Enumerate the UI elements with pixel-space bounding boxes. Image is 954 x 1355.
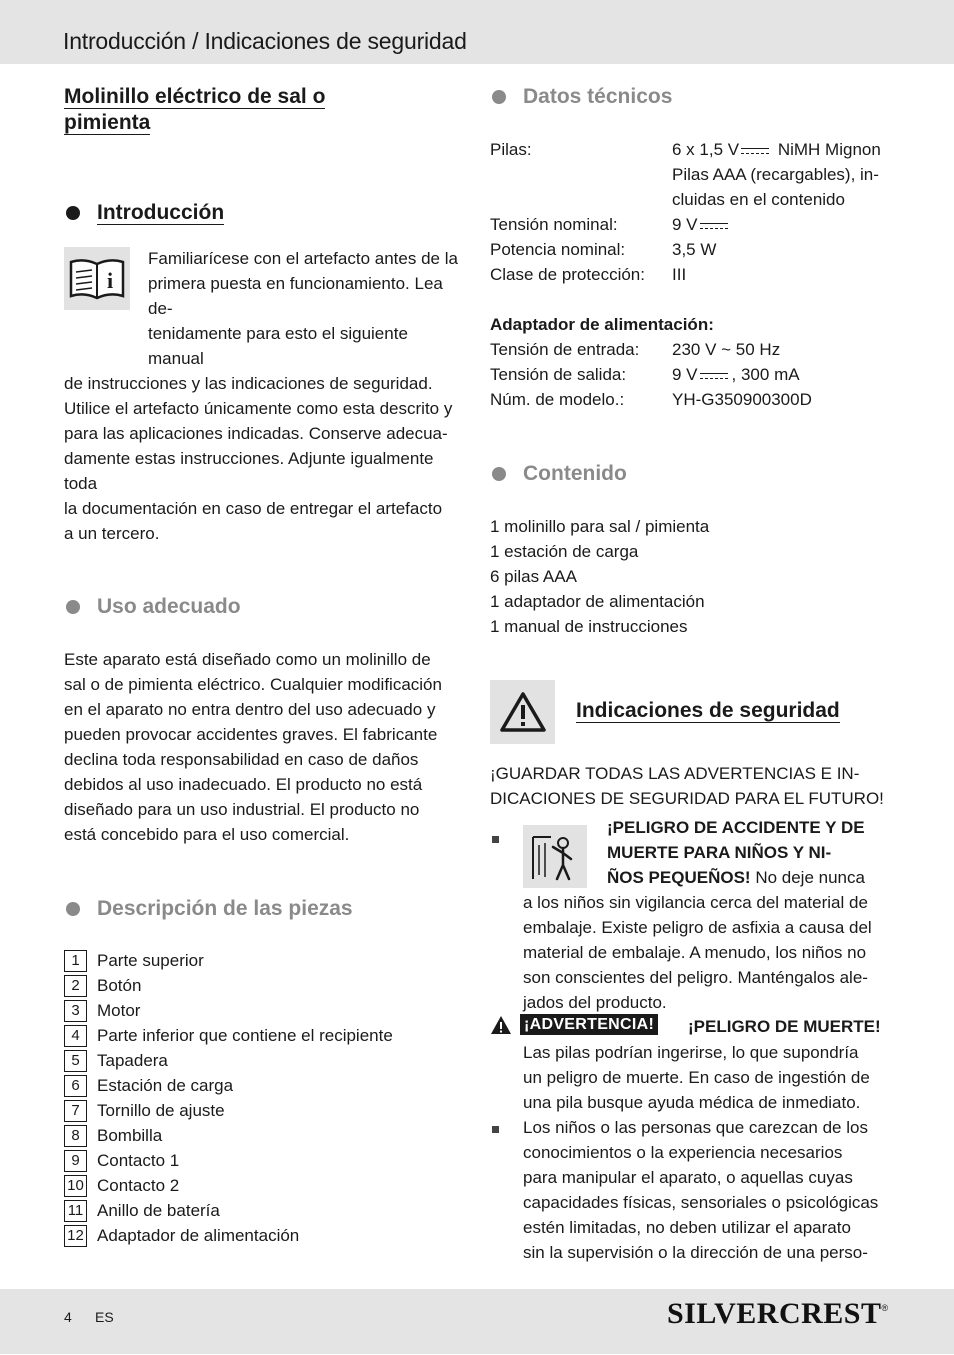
list-item: 6 Estación de carga bbox=[64, 1073, 464, 1098]
page-header bbox=[0, 0, 954, 64]
bullet-icon bbox=[492, 1126, 499, 1133]
page-number: 4 bbox=[64, 1309, 72, 1325]
page-title: Introducción / Indicaciones de seguridad bbox=[63, 28, 467, 54]
warning-small-icon bbox=[490, 1015, 512, 1035]
list-item: 10 Contacto 2 bbox=[64, 1173, 464, 1198]
child-danger-icon bbox=[523, 825, 587, 888]
svg-text:i: i bbox=[106, 267, 114, 293]
bullet-icon bbox=[492, 836, 499, 843]
list-item: 6 pilas AAA bbox=[490, 567, 577, 586]
safety-section: Indicaciones de seguridad ¡GUARDAR TODAS LAS ADVERTENCIAS E IN- DICACIONES DE SEGURIDAD PARA EL FUTURO! ¡PELIGRO DE ACCIDENTE Y DE MUERTE PARA NIÑOS Y NI- ÑOS PEQUEÑOS! No deje nunca a los niños sin vigilancia cerca del material de embalaje. Existe peligro de asfixia a causa del material de embalaje. A menudo, los niños no son conscientes del peligro. Manténgalos ale- jados del producto. ¡ADVERTENCIA! ¡PELIGRO DE MUERTE! Las pilas podrían ingerirse, lo que supondría un peligro de muerte. En caso de ingestión de una pila busque ayuda médica de inmediato. Los niños o las personas que carezcan de los conocimientos o la experiencia necesarios para manipular el aparato, o aquellas cuyas capacidades físicas, sensoriales o psicológicas estén limitadas, no deben utilizar el aparato sin la supervisión o la dirección de una perso- bbox=[490, 655, 890, 1355]
right-column bbox=[490, 84, 890, 1355]
section-heading-datos-tecnicos: Datos técnicos bbox=[490, 84, 890, 110]
manual-info-icon bbox=[64, 247, 130, 310]
tech-spec-table: Pilas: 6 x 1,5 V NiMH Mignon Pilas AAA (recargables), in- cluidas en el contenido Tensión nominal: 9 V Potencia nominal: 3,5 W Clase de protección: III Adaptador de alimentación: Tensión de entrada: 230 V ~ 50 Hz Tensión de salida: 9 V , 300 mA Núm. de modelo.: YH-G350900300D bbox=[490, 140, 881, 409]
section-heading-uso-adecuado: Uso adecuado bbox=[64, 594, 464, 620]
dc-symbol-icon bbox=[700, 221, 728, 231]
list-item: 4 Parte inferior que contiene el recipiente bbox=[64, 1023, 464, 1048]
dc-symbol-icon bbox=[741, 146, 769, 156]
list-item: 9 Contacto 1 bbox=[64, 1148, 464, 1173]
list-item: 8 Bombilla bbox=[64, 1123, 464, 1148]
adapter-heading: Adaptador de alimentación: bbox=[490, 315, 714, 334]
product-title: Molinillo eléctrico de sal o pimienta bbox=[64, 85, 326, 134]
intro-block: i Familiarícese con el artefacto antes de la primera puesta en funcionamiento. Lea de- tenidamente para esto el siguiente manual de instrucciones y las indicaciones de seguridad. Utilice el artefacto únicamente como esta descrito y para las aplicaciones indicadas. Conserve adecua- damente estas instrucciones. Adjunte igualmente toda la documentación en caso de entregar el artefacto a un tercero. bbox=[64, 249, 458, 543]
section-heading-descripcion-piezas: Descripción de las piezas bbox=[64, 896, 464, 922]
list-item: 1 manual de instrucciones bbox=[490, 617, 688, 636]
parts-list bbox=[64, 948, 464, 1248]
dc-symbol-icon bbox=[700, 371, 728, 381]
uso-adecuado-text: Este aparato está diseñado como un molinillo de sal o de pimienta eléctrico. Cualquier modificación en el aparato no entra dentro del uso adecuado y pueden provocar accidentes graves. El fabricante declina toda responsabilidad en caso de daños debidos al uso inadecuado. El producto no está diseñado para un uso industrial. El producto no está concebido para el uso comercial. bbox=[64, 650, 442, 844]
list-item: 7 Tornillo de ajuste bbox=[64, 1098, 464, 1123]
page-footer bbox=[0, 1289, 954, 1354]
warning-triangle-icon bbox=[490, 680, 555, 744]
list-item: 12 Adaptador de alimentación bbox=[64, 1223, 464, 1248]
list-item: 5 Tapadera bbox=[64, 1048, 464, 1073]
section-heading-contenido: Contenido bbox=[490, 461, 890, 487]
advertencia-badge: ¡ADVERTENCIA! bbox=[520, 1014, 658, 1035]
list-item: 2 Botón bbox=[64, 973, 464, 998]
list-item: 1 estación de carga bbox=[490, 542, 639, 561]
list-item: 11 Anillo de batería bbox=[64, 1198, 464, 1223]
list-item: 1 molinillo para sal / pimienta bbox=[490, 517, 710, 536]
list-item: 1 adaptador de alimentación bbox=[490, 592, 705, 611]
language-code: ES bbox=[95, 1309, 114, 1325]
section-heading-introduccion: Introducción bbox=[64, 200, 464, 226]
safety-intro: ¡GUARDAR TODAS LAS ADVERTENCIAS E IN- DICACIONES DE SEGURIDAD PARA EL FUTURO! bbox=[490, 764, 884, 808]
left-column bbox=[64, 84, 464, 1248]
safety-heading: Indicaciones de seguridad bbox=[576, 699, 840, 722]
adv-title: ¡PELIGRO DE MUERTE! bbox=[688, 1017, 881, 1036]
silvercrest-logo: SILVERCREST® bbox=[667, 1297, 889, 1330]
list-item: 3 Motor bbox=[64, 998, 464, 1023]
list-item: 1 Parte superior bbox=[64, 948, 464, 973]
contents-list bbox=[490, 514, 890, 639]
